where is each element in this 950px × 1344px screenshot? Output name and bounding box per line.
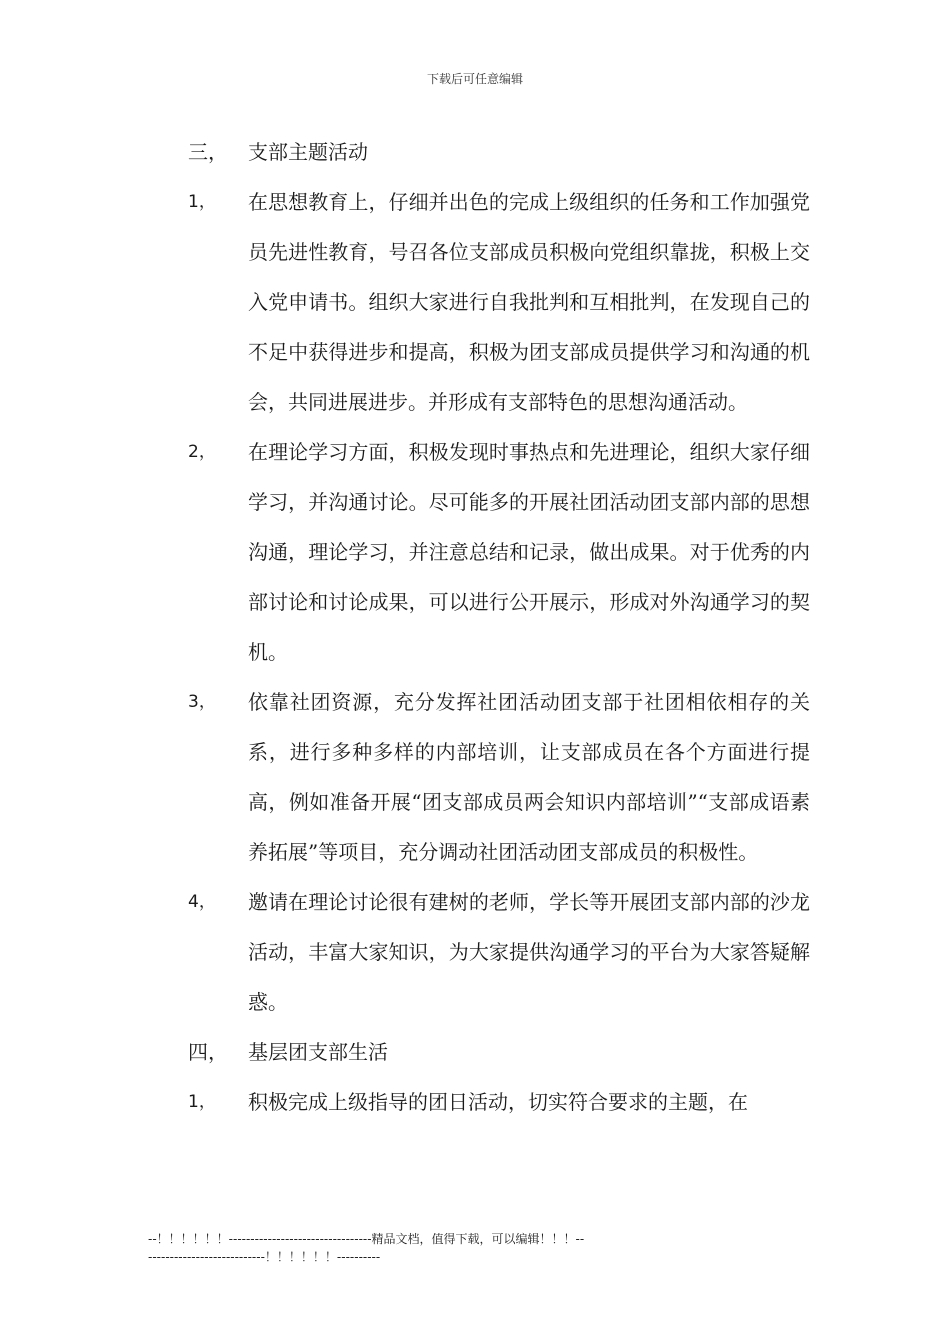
list-marker: 1，: [188, 1092, 216, 1112]
section-heading-3: [188, 127, 810, 177]
list-item: [188, 677, 810, 877]
paragraph-text: 依靠社团资源，充分发挥社团活动团支部于社团相依相存的关系，进行多种多样的内部培训，让支部成员在各个方面进行提高，例如准备开展“团支部成员两会知识内部培训”“支部成语素养拓展”等项目，充分调动社团活动团支部成员的积极性。: [248, 690, 810, 864]
list-marker: 4，: [188, 892, 216, 912]
list-item: [188, 1077, 810, 1127]
paragraph-text: 在理论学习方面，积极发现时事热点和先进理论，组织大家仔细学习，并沟通讨论。尽可能多的开展社团活动团支部内部的思想沟通，理论学习，并注意总结和记录，做出成果。对于优秀的内部讨论和讨论成果，可以进行公开展示，形成对外沟通学习的契机。: [248, 440, 810, 664]
list-marker: 三，: [188, 140, 228, 164]
heading-text: 基层团支部生活: [248, 1040, 388, 1064]
list-marker: 四，: [188, 1040, 228, 1064]
list-marker: 3，: [188, 692, 216, 712]
list-item: [188, 177, 810, 427]
heading-text: 支部主题活动: [248, 140, 368, 164]
page-footer-note: --！！！！！！---------------------------------精品文档，值得下载，可以编辑！！！-----------------------------！！！！！！----------: [148, 1232, 585, 1264]
paragraph-text: 在思想教育上，仔细并出色的完成上级组织的任务和工作加强党员先进性教育，号召各位支部成员积极向党组织靠拢，积极上交入党申请书。组织大家进行自我批判和互相批判，在发现自己的不足中获得进步和提高，积极为团支部成员提供学习和沟通的机会，共同进展进步。并形成有支部特色的思想沟通活动。: [248, 190, 810, 414]
list-item: [188, 877, 810, 1027]
list-item: [188, 427, 810, 677]
page-header-note: 下载后可任意编辑: [426, 72, 523, 86]
list-marker: 2，: [188, 442, 216, 462]
document-body: [188, 127, 810, 1127]
section-heading-4: [188, 1027, 810, 1077]
list-marker: 1，: [188, 192, 216, 212]
paragraph-text: 积极完成上级指导的团日活动，切实符合要求的主题，在: [248, 1090, 748, 1114]
paragraph-text: 邀请在理论讨论很有建树的老师，学长等开展团支部内部的沙龙活动，丰富大家知识，为大家提供沟通学习的平台为大家答疑解惑。: [248, 890, 810, 1014]
